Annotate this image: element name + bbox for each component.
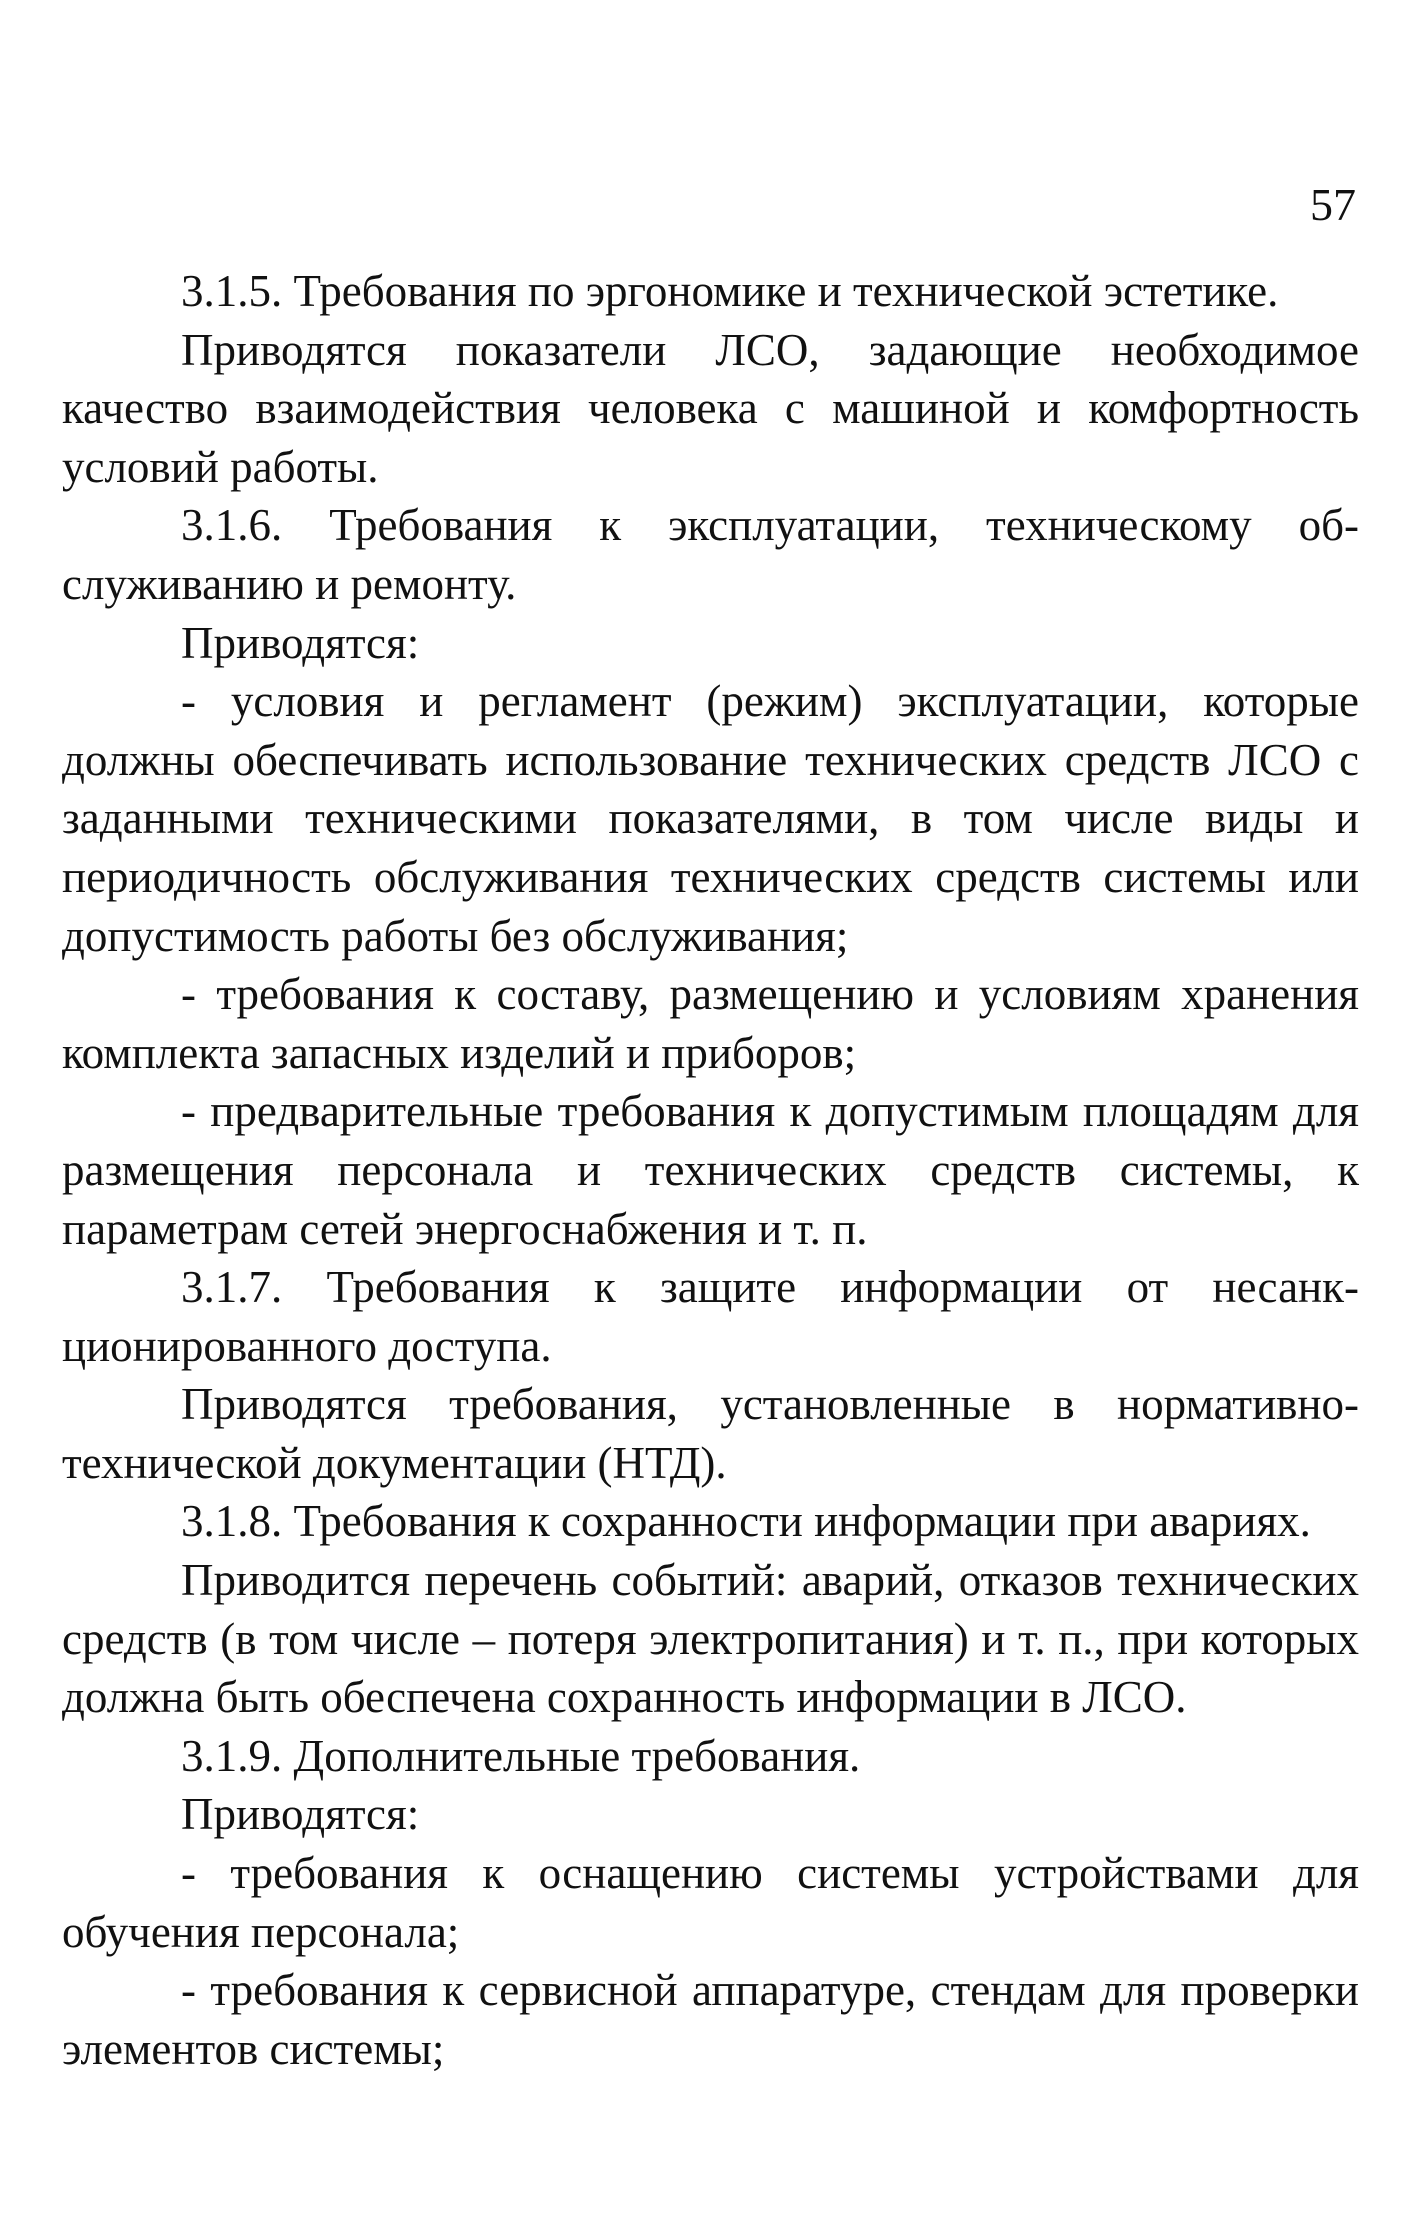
paragraph: Приводятся: (181, 617, 420, 668)
list-item: - предварительные требования к допустимым площадям для размещения персонала и технических средств системы, к параметрам сетей энергоснабжения и т. п. (62, 1086, 1359, 1254)
paragraph: Приводятся требования, установленные в нормативно-технической документации (НТД). (62, 1379, 1359, 1488)
section-heading-3-1-7: 3.1.7. Требования к защите информации от несанкционированного доступа. (62, 1262, 1359, 1371)
body-text (62, 262, 1359, 2078)
section-heading-3-1-6: 3.1.6. Требования к эксплуатации, техническому обслуживанию и ремонту. (62, 500, 1359, 609)
page-number: 57 (1310, 179, 1356, 230)
list-item: - требования к сервисной аппаратуре, стендам для проверки элементов системы; (62, 1965, 1359, 2074)
section-heading-3-1-5: 3.1.5. Требования по эргономике и технической эстетике. (181, 266, 1279, 316)
section-heading-3-1-8: 3.1.8. Требования к сохранности информации при авариях. (181, 1496, 1311, 1547)
paragraph: Приводятся: (181, 1789, 420, 1840)
paragraph: Приводится перечень событий: аварий, отказов технических средств (в том числе – потеря электропитания) и т. п., при которых должна быть обеспечена сохранность информации в ЛСО. (62, 1555, 1359, 1723)
list-item: - требования к составу, размещению и условиям хранения комплекта запасных изделий и приборов; (62, 969, 1359, 1078)
list-item: - условия и регламент (режим) эксплуатации, которые должны обеспечивать использование технических средств ЛСО с заданными техническими показателями, в том числе виды и периодичность обслуживания технических средств системы или допустимость работы без обслуживания; (62, 676, 1359, 961)
section-heading-3-1-9: 3.1.9. Дополнительные требования. (181, 1730, 861, 1781)
paragraph: Приводятся показатели ЛСО, задающие необходимое качество взаимодействия человека с машиной и комфортность условий работы. (62, 324, 1359, 492)
list-item: - требования к оснащению системы устройствами для обучения персонала; (62, 1848, 1359, 1957)
